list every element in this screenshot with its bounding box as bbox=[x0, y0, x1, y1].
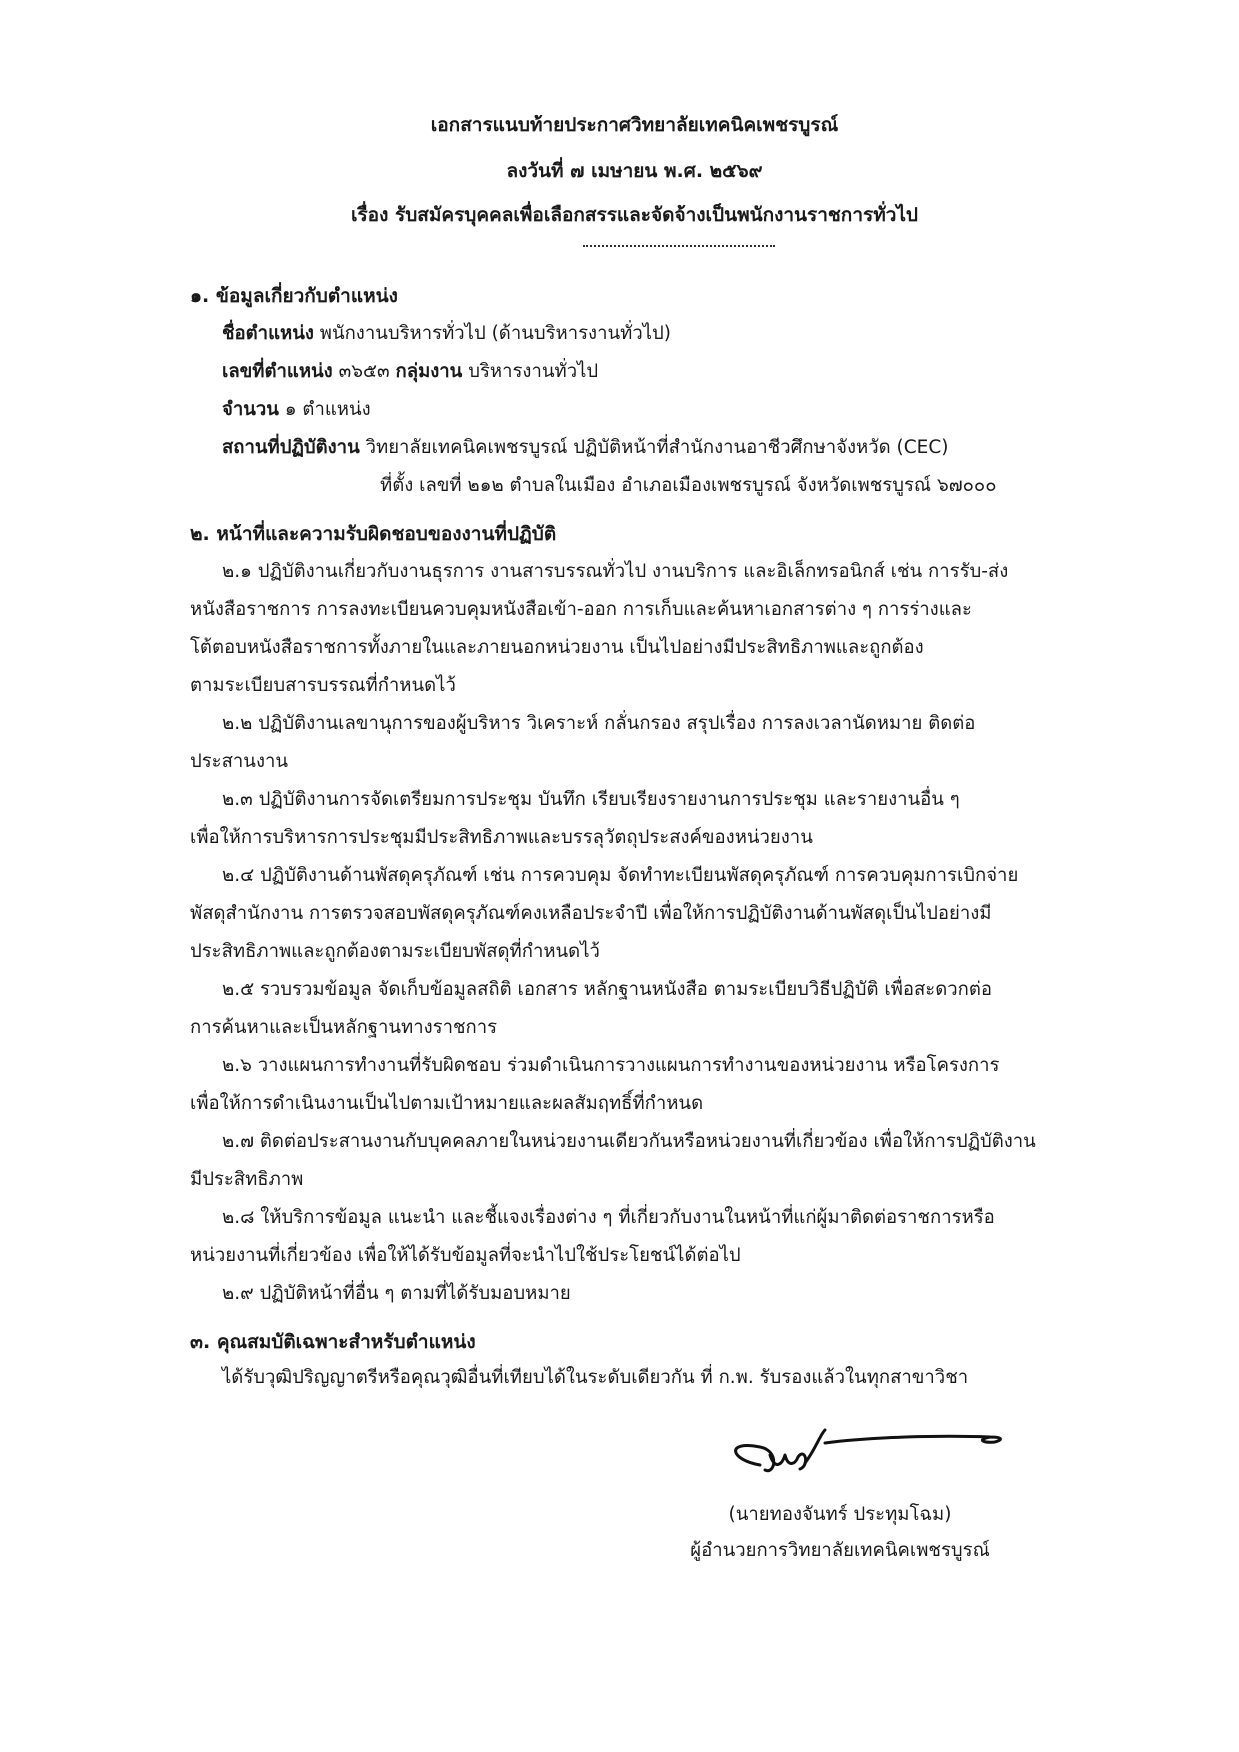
count-value: ๑ ตำแหน่ง bbox=[284, 399, 371, 420]
duty-line: ๒.๗ ติดต่อประสานงานกับบุคคลภายในหน่วยงานเดียวกันหรือหน่วยงานที่เกี่ยวข้อง เพื่อให้การปฏิบัติงาน bbox=[222, 1131, 1036, 1152]
workplace-value-1: วิทยาลัยเทคนิคเพชรบูรณ์ ปฏิบัติหน้าที่สำนักงานอาชีวศึกษาจังหวัด (CEC) bbox=[365, 437, 949, 458]
header-subject: เรื่อง รับสมัครบุคคลเพื่อเลือกสรรและจัดจ้างเป็นพนักงานราชการทั่วไป bbox=[350, 204, 918, 226]
count-row bbox=[222, 398, 371, 422]
section3-title: ๓. คุณสมบัติเฉพาะสำหรับตำแหน่ง bbox=[190, 1331, 476, 1353]
header-title: เอกสารแนบท้ายประกาศวิทยาลัยเทคนิคเพชรบูรณ์ bbox=[430, 114, 839, 136]
position-no-value: ๓๖๕๓ bbox=[338, 361, 390, 382]
position-no-label: เลขที่ตำแหน่ง bbox=[222, 361, 333, 382]
duty-line: หน่วยงานที่เกี่ยวข้อง เพื่อให้ได้รับข้อมูลที่จะนำไปใช้ประโยชน์ได้ต่อไป bbox=[190, 1245, 741, 1266]
duty-line: ๒.๖ วางแผนการทำงานที่รับผิดชอบ ร่วมดำเนินการวางแผนการทำงานของหน่วยงาน หรือโครงการ bbox=[222, 1055, 1000, 1076]
duty-line: ๒.๕ รวบรวมข้อมูล จัดเก็บข้อมูลสถิติ เอกสาร หลักฐานหนังสือ ตามระเบียบวิธีปฏิบัติ เพื่อสะดวกต่อ bbox=[222, 979, 992, 1000]
position-no-row bbox=[222, 360, 598, 384]
group-label: กลุ่มงาน bbox=[395, 361, 463, 382]
duty-line: ๒.๒ ปฏิบัติงานเลขานุการของผู้บริหาร วิเคราะห์ กลั่นกรอง สรุปเรื่อง การลงเวลานัดหมาย ติดต่อ bbox=[222, 713, 976, 734]
duty-line: พัสดุสำนักงาน การตรวจสอบพัสดุครุภัณฑ์คงเหลือประจำปี เพื่อให้การปฏิบัติงานด้านพัสดุเป็นไปอย่างมี bbox=[190, 903, 992, 924]
duty-line: ประสิทธิภาพและถูกต้องตามระเบียบพัสดุที่กำหนดไว้ bbox=[190, 941, 600, 962]
header-date: ลงวันที่ ๗ เมษายน พ.ศ. ๒๕๖๙ bbox=[506, 160, 763, 182]
duty-line: ประสานงาน bbox=[190, 751, 289, 772]
workplace-value-2: ที่ตั้ง เลขที่ ๒๑๒ ตำบลในเมือง อำเภอเมืองเพชรบูรณ์ จังหวัดเพชรบูรณ์ ๖๗๐๐๐ bbox=[380, 475, 997, 496]
position-name-label: ชื่อตำแหน่ง bbox=[222, 323, 314, 344]
duty-line: ๒.๔ ปฏิบัติงานด้านพัสดุครุภัณฑ์ เช่น การควบคุม จัดทำทะเบียนพัสดุครุภัณฑ์ การควบคุมการเบิกจ่าย bbox=[222, 865, 1019, 886]
duty-line: ๒.๓ ปฏิบัติงานการจัดเตรียมการประชุม บันทึก เรียบเรียงรายงานการประชุม และรายงานอื่น ๆ bbox=[222, 789, 960, 810]
duty-line: เพื่อให้การบริหารการประชุมมีประสิทธิภาพและบรรลุวัตถุประสงค์ของหน่วยงาน bbox=[190, 827, 813, 848]
group-value: บริหารงานทั่วไป bbox=[468, 361, 599, 382]
workplace-row bbox=[222, 436, 948, 460]
duty-line: ๒.๑ ปฏิบัติงานเกี่ยวกับงานธุรการ งานสารบรรณทั่วไป งานบริการ และอิเล็กทรอนิกส์ เช่น การรับ-ส่ง bbox=[222, 561, 1009, 582]
section2-title: ๒. หน้าที่และความรับผิดชอบของงานที่ปฏิบัติ bbox=[190, 523, 557, 545]
header-separator bbox=[583, 245, 775, 247]
duty-line: มีประสิทธิภาพ bbox=[190, 1169, 304, 1190]
signature-icon bbox=[720, 1425, 1020, 1495]
signatory-name: (นายทองจันทร์ ประทุมโฉม) bbox=[728, 1504, 952, 1525]
duty-line: ๒.๘ ให้บริการข้อมูล แนะนำ และชี้แจงเรื่องต่าง ๆ ที่เกี่ยวกับงานในหน้าที่แก่ผู้มาติดต่อราชการหรือ bbox=[222, 1207, 995, 1228]
signatory-title: ผู้อำนวยการวิทยาลัยเทคนิคเพชรบูรณ์ bbox=[690, 1540, 990, 1561]
duty-line: เพื่อให้การดำเนินงานเป็นไปตามเป้าหมายและผลสัมฤทธิ์ที่กำหนด bbox=[190, 1093, 704, 1114]
count-label: จำนวน bbox=[222, 399, 279, 420]
position-name-row bbox=[222, 322, 671, 346]
workplace-label: สถานที่ปฏิบัติงาน bbox=[222, 437, 360, 458]
duty-line: ๒.๙ ปฏิบัติหน้าที่อื่น ๆ ตามที่ได้รับมอบหมาย bbox=[222, 1283, 571, 1304]
duty-line: โต้ตอบหนังสือราชการทั้งภายในและภายนอกหน่วยงาน เป็นไปอย่างมีประสิทธิภาพและถูกต้อง bbox=[190, 637, 924, 658]
duty-line: หนังสือราชการ การลงทะเบียนควบคุมหนังสือเข้า-ออก การเก็บและค้นหาเอกสารต่าง ๆ การร่างและ bbox=[190, 599, 972, 620]
section1-title: ๑. ข้อมูลเกี่ยวกับตำแหน่ง bbox=[190, 285, 398, 307]
position-name-value: พนักงานบริหารทั่วไป (ด้านบริหารงานทั่วไป) bbox=[319, 323, 671, 344]
duty-line: การค้นหาและเป็นหลักฐานทางราชการ bbox=[190, 1017, 498, 1038]
qualification-text: ได้รับวุฒิปริญญาตรีหรือคุณวุฒิอื่นที่เทียบได้ในระดับเดียวกัน ที่ ก.พ. รับรองแล้วในทุกสาขาวิชา bbox=[222, 1367, 969, 1388]
duty-line: ตามระเบียบสารบรรณที่กำหนดไว้ bbox=[190, 675, 456, 696]
